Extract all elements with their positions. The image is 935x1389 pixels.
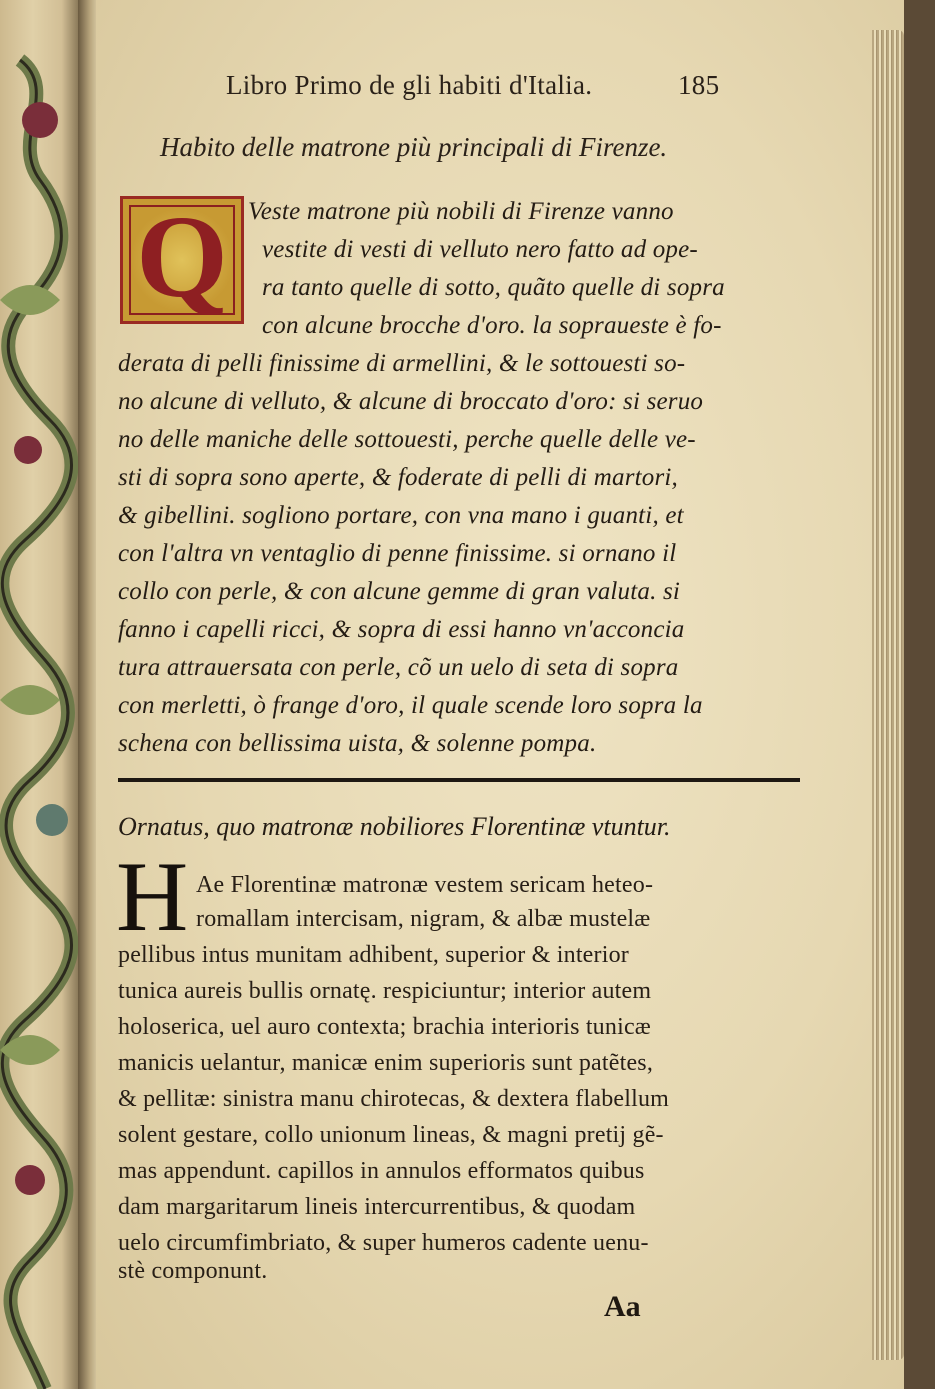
latin-line: manicis uelantur, manicæ enim superioris sunt patẽtes, <box>118 1050 654 1076</box>
italian-line: derata di pelli finissime di armellini, & le sottouesti so- <box>118 350 686 377</box>
latin-initial: H <box>116 841 189 952</box>
running-head-title: Libro Primo de gli habiti d'Italia. <box>226 70 593 100</box>
latin-section-title: Ornatus, quo matronæ nobiliores Florentinæ vtuntur. <box>118 812 671 841</box>
facing-page-border <box>0 0 82 1389</box>
signature-mark: Aa <box>604 1290 641 1323</box>
running-head <box>226 70 786 101</box>
italian-line: ra tanto quelle di sotto, quãto quelle di sopra <box>262 274 725 301</box>
initial-letter: Q <box>136 191 228 322</box>
latin-line: holoserica, uel auro contexta; brachia interioris tunicæ <box>118 1014 652 1040</box>
illuminated-initial <box>120 191 244 324</box>
latin-line: uelo circumfimbriato, & super humeros cadente uenu- <box>118 1230 649 1256</box>
page-edges <box>872 30 904 1360</box>
latin-line: dam margaritarum lineis intercurrentibus, & quodam <box>118 1194 636 1220</box>
italian-line: vestite di vesti di velluto nero fatto ad ope- <box>262 236 698 263</box>
italian-line: sti di sopra sono aperte, & foderate di pelli di martori, <box>118 464 679 491</box>
italian-line: no alcune di velluto, & alcune di broccato d'oro: si seruo <box>118 388 704 415</box>
section-divider <box>118 778 800 782</box>
italian-line: con alcune brocche d'oro. la sopraueste è fo- <box>262 312 722 339</box>
latin-line: tunica aureis bullis ornatę. respiciuntur; interior autem <box>118 978 652 1004</box>
latin-line: & pellitæ: sinistra manu chirotecas, & dextera flabellum <box>118 1086 670 1112</box>
latin-line: stè componunt. <box>118 1258 268 1284</box>
floral-ornament-icon <box>0 0 82 1389</box>
book-gutter <box>78 0 98 1389</box>
italian-line: fanno i capelli ricci, & sopra di essi hanno vn'acconcia <box>118 616 685 643</box>
latin-line: romallam intercisam, nigram, & albæ mustelæ <box>196 906 651 932</box>
italian-section-title: Habito delle matrone più principali di Firenze. <box>160 132 668 162</box>
page-number: 185 <box>678 70 720 100</box>
italian-line: & gibellini. sogliono portare, con vna mano i guanti, et <box>118 502 684 529</box>
italian-line: con merletti, ò frange d'oro, il quale scende loro sopra la <box>118 692 703 719</box>
latin-line: pellibus intus munitam adhibent, superior & interior <box>118 942 629 968</box>
latin-line: Ae Florentinæ matronæ vestem sericam heteo- <box>196 872 654 898</box>
latin-line: mas appendunt. capillos in annulos efformatos quibus <box>118 1158 645 1184</box>
latin-line: solent gestare, collo unionum lineas, & magni pretij gẽ- <box>118 1122 664 1148</box>
italian-line: con l'altra vn ventaglio di penne finissime. si ornano il <box>118 540 677 567</box>
italian-line: collo con perle, & con alcune gemme di gran valuta. si <box>118 578 681 605</box>
italian-line: tura attrauersata con perle, cõ un uelo di seta di sopra <box>118 654 679 681</box>
italian-line: no delle maniche delle sottouesti, perche quelle delle ve- <box>118 426 696 453</box>
italian-line: schena con bellissima uista, & solenne pompa. <box>118 730 597 757</box>
italian-line: Veste matrone più nobili di Firenze vanno <box>248 198 674 225</box>
